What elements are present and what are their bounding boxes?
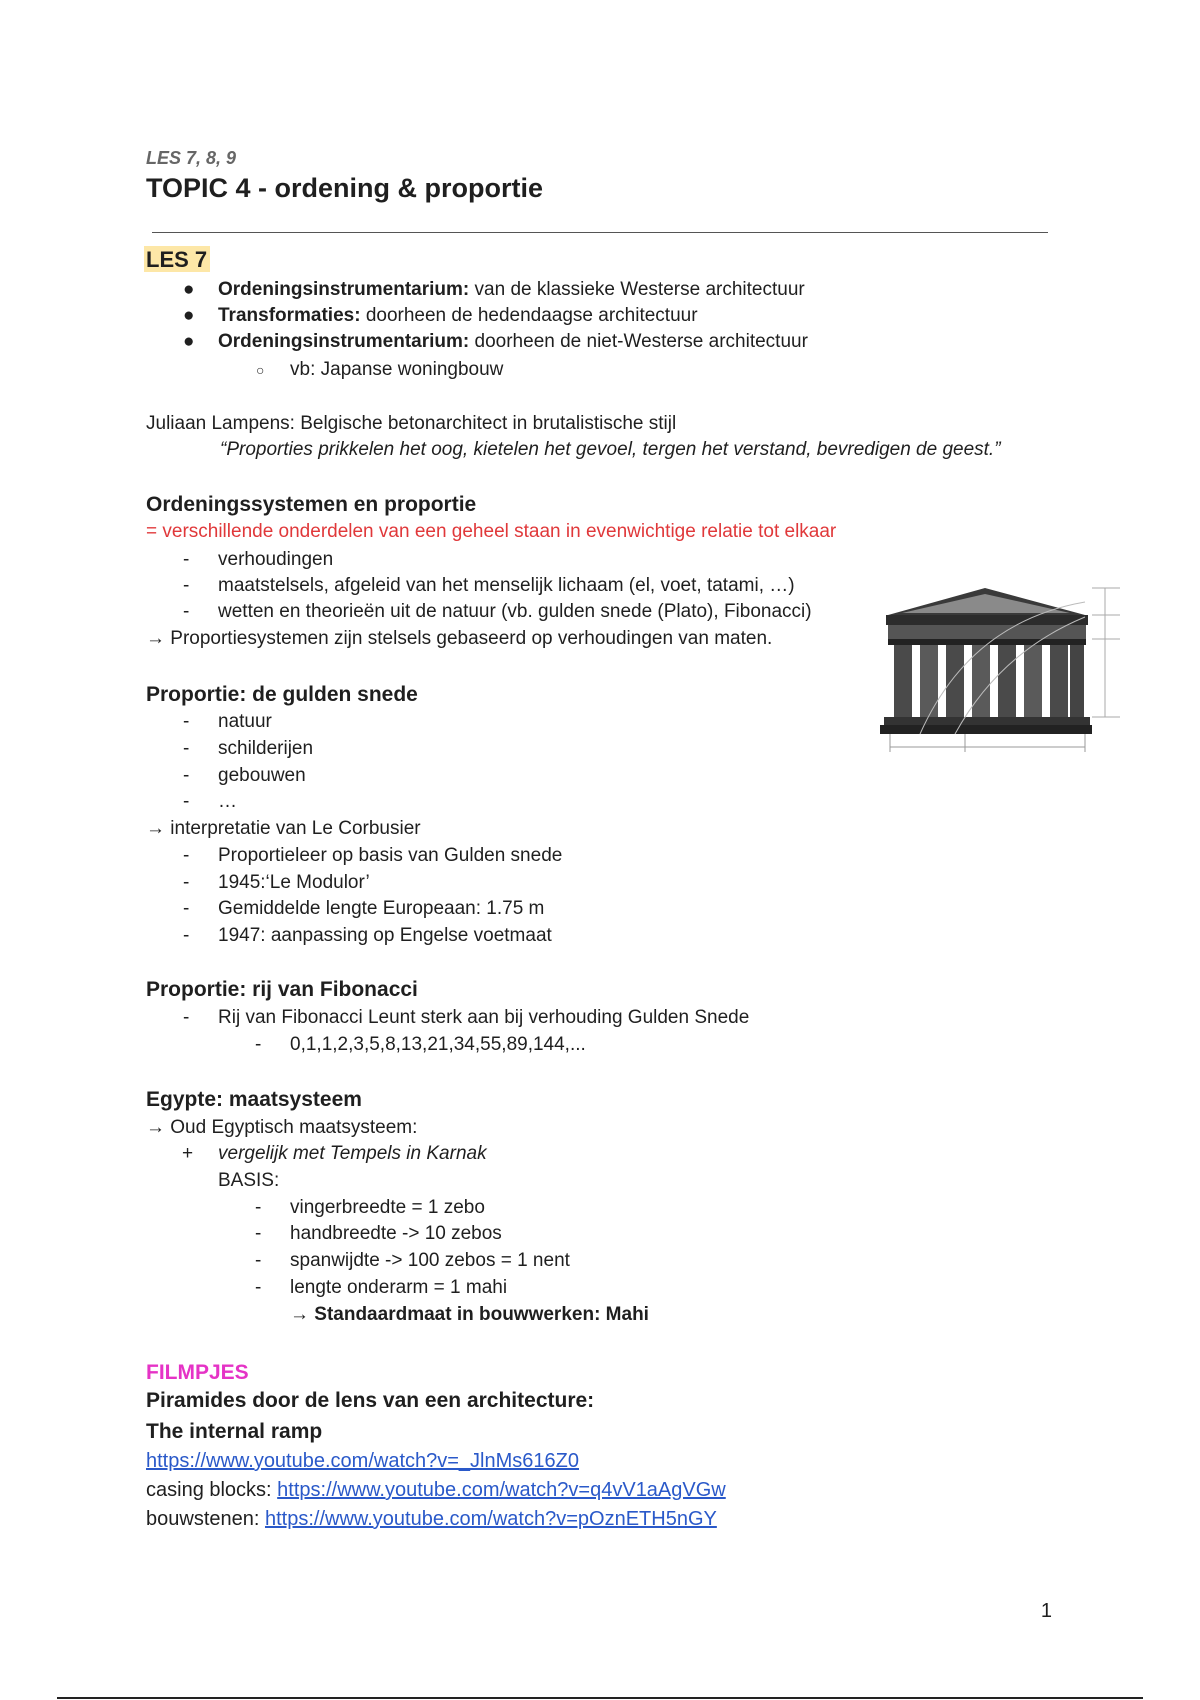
youtube-link-bouwstenen[interactable]: https://www.youtube.com/watch?v=pOznETH5nGY: [264, 1508, 717, 1530]
youtube-link-internal-ramp[interactable]: https://www.youtube.com/watch?v=_JlnMs616Z0: [146, 1450, 579, 1472]
les7-label: LES 7: [144, 246, 210, 272]
dash-bullet-icon: -: [183, 925, 190, 946]
filmpjes-label: FILMPJES: [146, 1361, 249, 1384]
dash-bullet-icon: -: [255, 1223, 262, 1244]
list-item: Proportieleer op basis van Gulden snede: [218, 845, 563, 866]
dash-bullet-icon: -: [255, 1034, 262, 1055]
item-text: doorheen de niet-Westerse architectuur: [469, 331, 808, 352]
bullet-icon: ●: [183, 305, 195, 326]
dash-bullet-icon: -: [255, 1197, 262, 1218]
dash-bullet-icon: -: [183, 601, 190, 622]
section-heading-fibonacci: Proportie: rij van Fibonacci: [146, 978, 418, 1001]
item-bold: Transformaties:: [218, 305, 361, 326]
les7-heading: [144, 248, 210, 274]
bouwstenen-label: bouwstenen:: [146, 1508, 265, 1530]
list-item: 1945:‘Le Modulor’: [218, 872, 370, 893]
dash-bullet-icon: -: [183, 711, 190, 732]
bouwstenen-line: [146, 1507, 717, 1531]
section-heading-ordening: Ordeningssystemen en proportie: [146, 493, 477, 516]
youtube-link-casing-blocks[interactable]: https://www.youtube.com/watch?v=q4vV1aAgVGw: [277, 1479, 726, 1501]
le-corbusier-line: → interpretatie van Le Corbusier: [146, 818, 421, 839]
list-item: 1947: aanpassing op Engelse voetmaat: [218, 925, 552, 946]
fibonacci-sequence: 0,1,1,2,3,5,8,13,21,34,55,89,144,...: [290, 1034, 586, 1055]
title-divider: [152, 232, 1048, 233]
list-item: …: [218, 791, 237, 812]
dash-bullet-icon: -: [255, 1250, 262, 1271]
list-item: spanwijdte -> 100 zebos = 1 nent: [290, 1250, 570, 1271]
filmpjes-heading-1: Piramides door de lens van een architecture:: [146, 1389, 595, 1412]
casing-blocks-line: [146, 1478, 726, 1502]
list-item: schilderijen: [218, 738, 314, 759]
list-item: maatstelsels, afgeleid van het menselijk lichaam (el, voet, tatami, …): [218, 575, 795, 596]
casing-blocks-label: casing blocks:: [146, 1479, 278, 1501]
lessons-subtitle: LES 7, 8, 9: [146, 148, 237, 168]
list-item: [218, 278, 805, 302]
lampens-quote: “Proporties prikkelen het oog, kietelen het gevoel, tergen het verstand, bevredigen de geest.”: [220, 439, 1001, 460]
ordening-conclusion: → Proportiesystemen zijn stelsels gebaseerd op verhoudingen van maten.: [146, 628, 773, 649]
ordening-definition: = verschillende onderdelen van een geheel staan in evenwichtige relatie tot elkaar: [146, 521, 837, 542]
section-heading-gulden-snede: Proportie: de gulden snede: [146, 683, 418, 706]
dash-bullet-icon: -: [183, 738, 190, 759]
dash-bullet-icon: -: [183, 549, 190, 570]
item-text: van de klassieke Westerse architectuur: [469, 279, 805, 300]
bullet-icon: ●: [183, 331, 195, 352]
egypte-standard: → Standaardmaat in bouwwerken: Mahi: [290, 1304, 649, 1325]
dash-bullet-icon: -: [183, 845, 190, 866]
item-text: doorheen de hedendaagse architectuur: [360, 305, 698, 326]
list-item: lengte onderarm = 1 mahi: [290, 1277, 508, 1298]
greek-temple-golden-ratio-image: [880, 582, 1135, 782]
section-heading-egypte: Egypte: maatsysteem: [146, 1088, 362, 1111]
sub-list-item: vb: Japanse woningbouw: [290, 359, 504, 380]
lampens-line: Juliaan Lampens: Belgische betonarchitect in brutalistische stijl: [146, 413, 677, 434]
item-bold: Ordeningsinstrumentarium:: [218, 279, 470, 300]
dash-bullet-icon: -: [183, 872, 190, 893]
egypte-compare: vergelijk met Tempels in Karnak: [218, 1143, 487, 1164]
list-item: verhoudingen: [218, 549, 334, 570]
list-item: Rij van Fibonacci Leunt sterk aan bij verhouding Gulden Snede: [218, 1007, 750, 1028]
list-item: handbreedte -> 10 zebos: [290, 1223, 502, 1244]
egypte-arrow-line: → Oud Egyptisch maatsysteem:: [146, 1117, 418, 1138]
list-item: gebouwen: [218, 765, 306, 786]
list-item: natuur: [218, 711, 272, 732]
dash-bullet-icon: -: [183, 765, 190, 786]
list-item: wetten en theorieën uit de natuur (vb. gulden snede (Plato), Fibonacci): [218, 601, 812, 622]
page-number: 1: [1040, 1600, 1052, 1622]
egypte-basis: BASIS:: [218, 1170, 280, 1191]
item-bold: Ordeningsinstrumentarium:: [218, 331, 470, 352]
bullet-icon: ●: [183, 279, 195, 300]
plus-bullet-icon: +: [182, 1143, 194, 1164]
dash-bullet-icon: -: [183, 575, 190, 596]
dash-bullet-icon: -: [183, 1007, 190, 1028]
dash-bullet-icon: -: [183, 791, 190, 812]
list-item: [218, 304, 698, 328]
list-item: vingerbreedte = 1 zebo: [290, 1197, 485, 1218]
dash-bullet-icon: -: [255, 1277, 262, 1298]
circle-bullet-icon: ○: [256, 362, 265, 378]
page-bottom-edge: [57, 1697, 1143, 1699]
list-item: [218, 330, 808, 354]
dash-bullet-icon: -: [183, 898, 190, 919]
list-item: Gemiddelde lengte Europeaan: 1.75 m: [218, 898, 545, 919]
filmpjes-heading-2: The internal ramp: [146, 1420, 323, 1443]
page-title: TOPIC 4 - ordening & proportie: [146, 173, 544, 203]
